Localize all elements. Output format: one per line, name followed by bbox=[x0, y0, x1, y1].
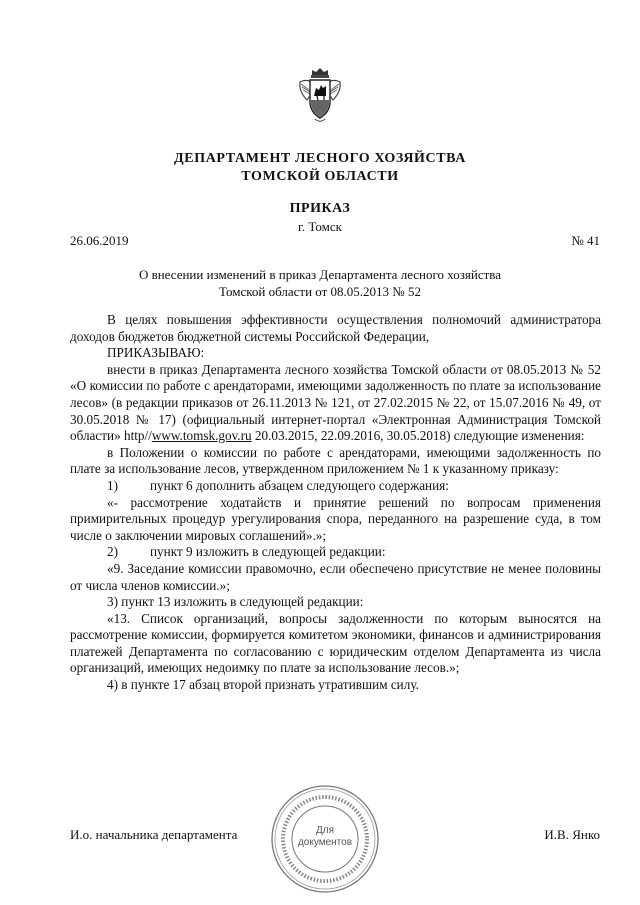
list-item-number: 1) bbox=[107, 477, 118, 493]
list-item bbox=[70, 478, 601, 495]
city: г. Томск bbox=[298, 219, 342, 234]
list-item bbox=[70, 544, 601, 561]
document-date: 26.06.2019 bbox=[70, 233, 129, 248]
subject-line2: Томской области от 08.05.2013 № 52 bbox=[219, 284, 421, 299]
signatory-name: И.В. Янко bbox=[544, 827, 600, 842]
document-body bbox=[70, 312, 601, 694]
subject-line1: О внесении изменений в приказ Департамента лесного хозяйства bbox=[138, 267, 502, 282]
amendment-text-start: внести в приказ Департамента лесного хозяйства Томской области от 08.05.2013 № 52 «О комиссии по работе с арендаторами, имеющими задолженность по плате за использование лесов» (в редакции приказов от 26.11.2013 № 121, от 27.02.2015 № 22, от 15.07.2016 № 49, от 30.05.2018 № 17) (официальный интернет-портал «Электронная Администрация Томской области» http// bbox=[70, 361, 601, 444]
signatory-title: И.о. начальника департамента bbox=[70, 827, 238, 842]
stamp-text-line2: документов bbox=[297, 837, 353, 848]
preamble-paragraph: В целях повышения эффективности осуществления полномочий администратора доходов бюджетов бюджетной системы Российской Федерации, bbox=[70, 312, 601, 344]
amendment-text-end: 20.03.2015, 22.09.2016, 30.05.2018) следующие изменения: bbox=[251, 428, 585, 444]
list-item-text: пункт 9 изложить в следующей редакции: bbox=[150, 544, 386, 560]
coat-of-arms-emblem bbox=[297, 66, 343, 124]
org-name-line1: ДЕПАРТАМЕНТ ЛЕСНОГО ХОЗЯЙСТВА bbox=[174, 151, 466, 166]
list-item: 3) пункт 13 изложить в следующей редакции: bbox=[107, 594, 364, 610]
document-number: № 41 bbox=[571, 233, 600, 248]
list-item-text: пункт 6 дополнить абзацем следующего содержания: bbox=[150, 477, 449, 493]
list-item: 4) в пункте 17 абзац второй признать утратившим силу. bbox=[107, 677, 419, 693]
regulation-paragraph: в Положении о комиссии по работе с арендаторами, имеющими задолженность по плате за использование лесов, утвержденном приложением № 1 к указанному приказу: bbox=[70, 444, 601, 477]
stamp-text-line1: Для bbox=[315, 825, 335, 836]
order-word: ПРИКАЗЫВАЮ: bbox=[107, 345, 205, 361]
quote-paragraph: «- рассмотрение ходатайств и принятие решений по вопросам применения примирительных процедур урегулирования спора, переданного на разрешение суда, в том числе о заключении мировых соглашений».»; bbox=[70, 494, 601, 543]
document-type: ПРИКАЗ bbox=[289, 201, 351, 216]
quote-paragraph: «13. Список организаций, вопросы задолженности по которым выносятся на рассмотрение комиссии, формируется комитетом экономики, финансов и администрирования платежей Департамента по согласованию с юридическим отделом Департамента из числа организаций, имеющих недоимку по плате за использование лесов.»; bbox=[70, 610, 601, 676]
quote-paragraph: «9. Заседание комиссии правомочно, если обеспечено присутствие не менее половины от числа членов комиссии.»; bbox=[70, 560, 601, 593]
list-item-number: 2) bbox=[107, 544, 118, 560]
amendment-paragraph bbox=[70, 362, 601, 445]
portal-link[interactable]: www.tomsk.gov.ru bbox=[151, 428, 252, 444]
org-name-line2: ТОМСКОЙ ОБЛАСТИ bbox=[241, 169, 399, 184]
